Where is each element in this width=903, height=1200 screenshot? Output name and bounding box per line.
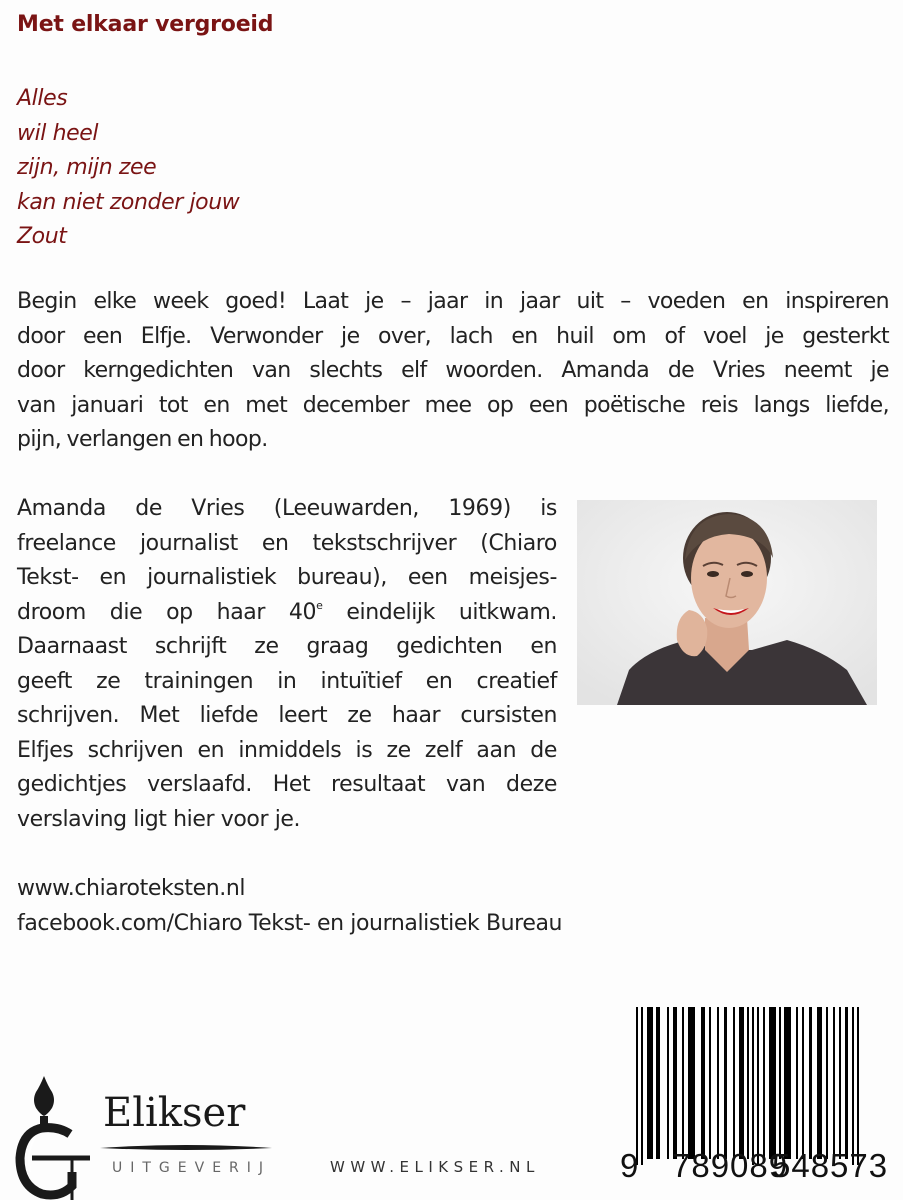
bio-line-start: droom die op haar 40: [17, 599, 317, 625]
barcode-bars: [636, 995, 886, 1165]
blurb-line: door kerngedichten van slechts elf woorden. Amanda de Vries neemt je: [17, 358, 889, 383]
publisher-logo: [10, 1072, 270, 1200]
book-blurb: [17, 285, 889, 458]
publisher-emblem-icon: [10, 1072, 100, 1200]
author-website-link[interactable]: www.chiaroteksten.nl: [17, 876, 246, 901]
poem: [17, 82, 239, 255]
publisher-name: Elikser: [103, 1090, 246, 1136]
publisher-website-link[interactable]: WWW.ELIKSER.NL: [330, 1158, 540, 1176]
bio-line: freelance journalist en tekstschrijver (Chiaro: [17, 530, 557, 556]
poem-title: Met elkaar vergroeid: [17, 12, 274, 37]
bio-line: Elfjes schrijven en inmiddels is ze zelf aan de: [17, 737, 557, 763]
isbn-digits-left: 789089: [672, 1147, 789, 1184]
author-links: [17, 872, 562, 941]
bio-line: verslaving ligt hier voor je.: [17, 806, 301, 832]
logo-swash-divider: [100, 1144, 272, 1152]
bio-line: Tekst- en journalistiek bureau), een meisjes-: [17, 565, 557, 590]
poem-line: kan niet zonder jouw: [17, 189, 240, 215]
portrait-illustration: [577, 500, 877, 705]
blurb-line: door een Elfje. Verwonder je over, lach en huil om of voel je gesterkt: [17, 323, 889, 349]
isbn-barcode: [620, 995, 889, 1195]
bio-line: schrijven. Met liefde leert ze haar cursisten: [17, 703, 557, 728]
bio-line: gedichtjes verslaafd. Het resultaat van deze: [17, 772, 557, 797]
poem-line: Zout: [17, 224, 67, 249]
isbn-digits-right: 548573: [772, 1147, 889, 1184]
bio-line: geeft ze trainingen in intuïtief en creatief: [17, 668, 557, 694]
bio-line: Daarnaast schrijft ze graag gedichten en: [17, 634, 557, 659]
bio-line-with-ordinal: [17, 596, 557, 631]
poem-line: Alles: [17, 86, 68, 111]
author-bio: [17, 492, 557, 837]
blurb-line: Begin elke week goed! Laat je – jaar in jaar uit – voeden en inspireren: [17, 289, 889, 314]
ordinal-superscript: e: [316, 598, 323, 612]
poem-line: zijn, mijn zee: [17, 155, 157, 180]
author-facebook-link[interactable]: facebook.com/Chiaro Tekst- en journalistiek Bureau: [17, 910, 563, 936]
blurb-line: pijn, verlangen en hoop.: [17, 427, 268, 452]
blurb-line: van januari tot en met december mee op een poëtische reis langs liefde,: [17, 392, 889, 418]
bio-line: Amanda de Vries (Leeuwarden, 1969) is: [17, 496, 557, 521]
author-portrait: [577, 500, 877, 705]
poem-line: wil heel: [17, 120, 99, 146]
publisher-subtitle: UITGEVERIJ: [112, 1160, 272, 1176]
bio-line-end: eindelijk uitkwam.: [322, 599, 557, 625]
isbn-prefix-digit: 9: [620, 1147, 639, 1184]
